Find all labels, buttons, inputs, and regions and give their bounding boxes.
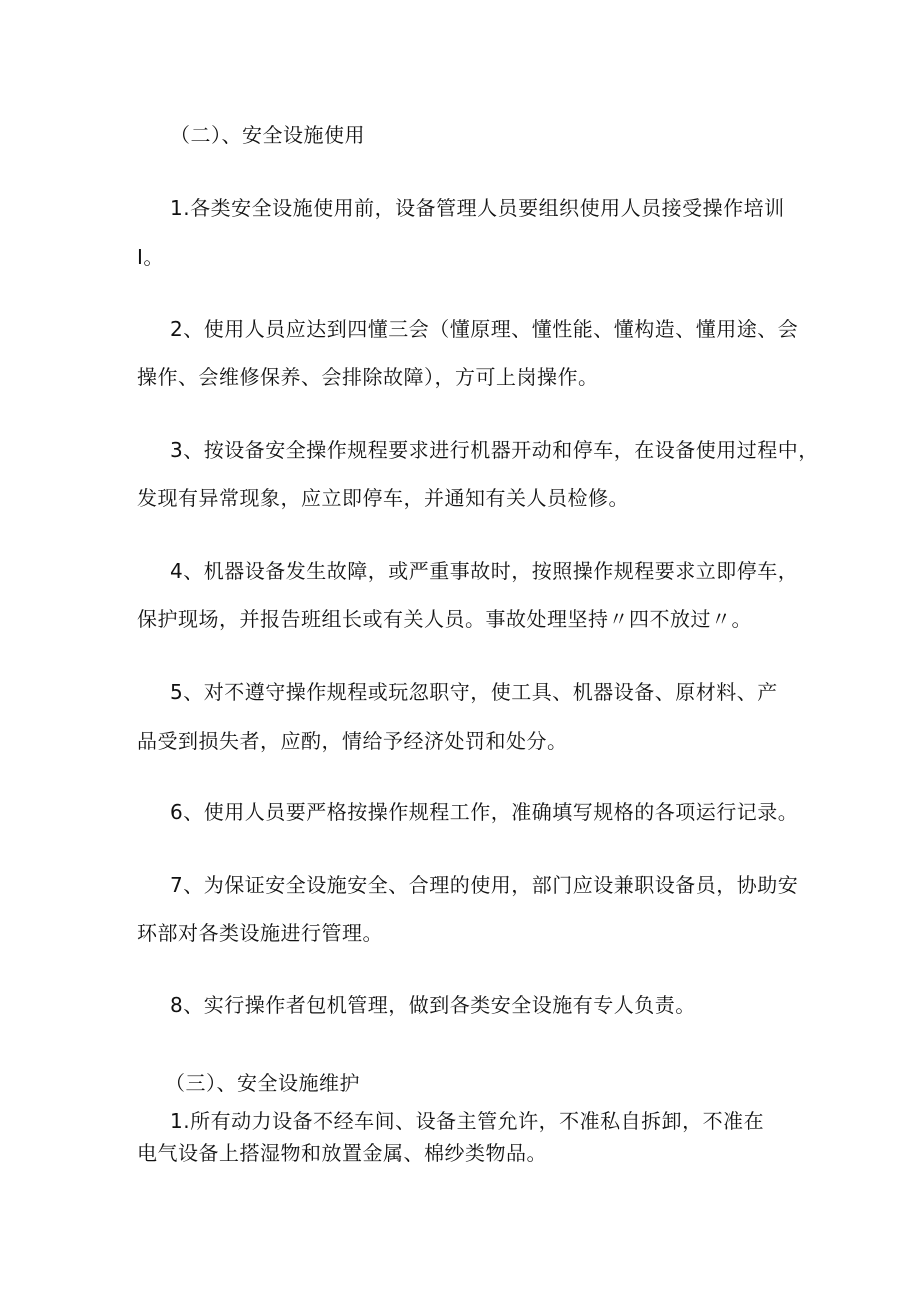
section-2-item-2-line-2: 操作、会维修保养、会排除故障），方可上岗操作。 xyxy=(137,365,599,389)
section-2-item-1-line-2: I。 xyxy=(137,245,164,269)
section-2-item-4-line-1: 4、机器设备发生故障，或严重事故时，按照操作规程要求立即停车， xyxy=(170,559,799,583)
section-2-item-5-line-1: 5、对不遵守操作规程或玩忽职守，使工具、机器设备、原材料、产 xyxy=(170,680,778,704)
section-2-item-7-line-2: 环部对各类设施进行管理。 xyxy=(137,921,383,945)
section-3-item-1-line-2: 电气设备上搭湿物和放置金属、棉纱类物品。 xyxy=(137,1141,547,1165)
section-2-item-4-line-2: 保护现场，并报告班组长或有关人员。事故处理坚持〃四不放过〃。 xyxy=(137,607,752,631)
section-2-item-2-line-1: 2、使用人员应达到四懂三会（懂原理、懂性能、懂构造、懂用途、会 xyxy=(170,317,799,341)
section-2-item-5-line-2: 品受到损失者，应酌，情给予经济处罚和处分。 xyxy=(137,729,568,753)
section-2-item-6-line-1: 6、使用人员要严格按操作规程工作，准确填写规格的各项运行记录。 xyxy=(170,800,799,824)
section-3-item-1-line-1: 1.所有动力设备不经车间、设备主管允许，不准私自拆卸，不准在 xyxy=(170,1109,765,1133)
section-2-heading: （二）、安全设施使用 xyxy=(170,123,365,147)
section-3-heading: （三）、安全设施维护 xyxy=(165,1071,360,1095)
section-2-item-3-line-2: 发现有异常现象，应立即停车，并通知有关人员检修。 xyxy=(137,486,629,510)
section-2-item-1-line-1: 1.各类安全设施使用前，设备管理人员要组织使用人员接受操作培训 xyxy=(170,196,785,220)
section-2-item-8-line-1: 8、实行操作者包机管理，做到各类安全设施有专人负责。 xyxy=(170,993,696,1017)
section-2-item-3-line-1: 3、按设备安全操作规程要求进行机器开动和停车，在设备使用过程中， xyxy=(170,438,819,462)
section-2-item-7-line-1: 7、为保证安全设施安全、合理的使用，部门应设兼职设备员，协助安 xyxy=(170,873,799,897)
